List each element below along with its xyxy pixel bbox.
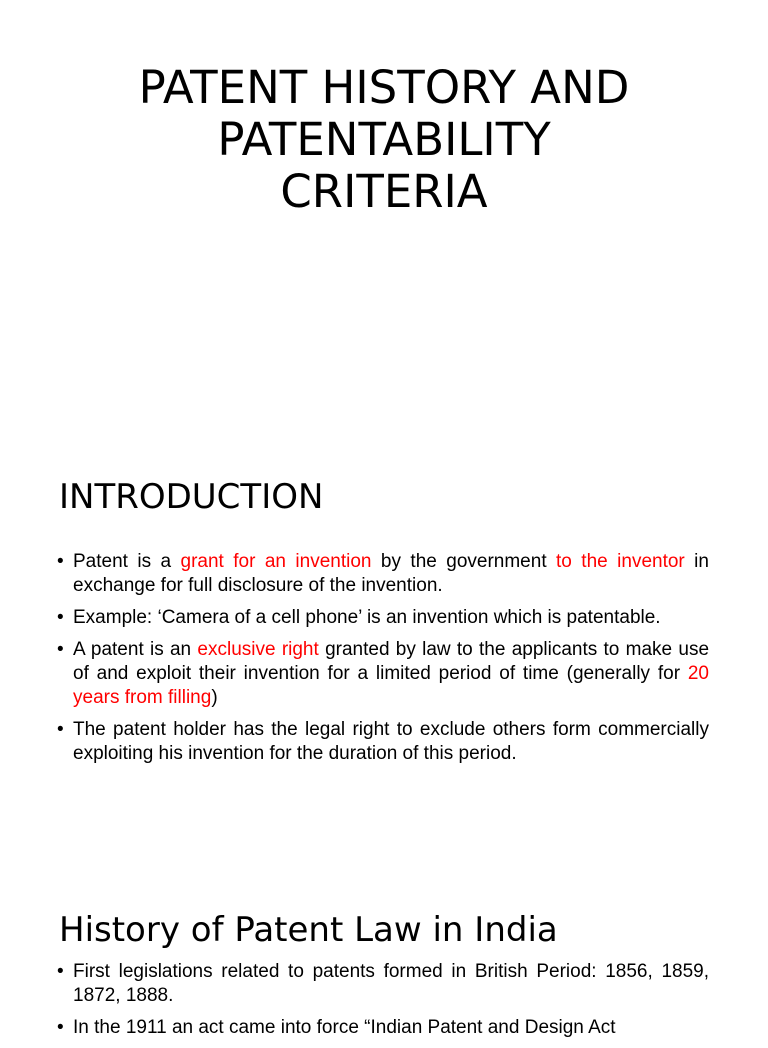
intro-bullet-1-highlight-b: to the inventor [556,551,685,572]
title-line-3: CRITERIA [280,165,488,218]
bullet-dot: • [57,961,64,982]
history-bullet-2-text: In the 1911 an act came into force “Indian Patent and Design Act [73,1017,616,1038]
history-heading: History of Patent Law in India [59,910,558,950]
bullet-dot: • [57,607,64,628]
intro-bullet-1-text-a: Patent is a [73,551,181,572]
intro-bullet-3 [57,638,709,710]
intro-bullet-3-highlight-a: exclusive right [197,639,319,660]
intro-bullet-3-highlight-b: 20 years from filling [73,663,709,708]
intro-bullet-4-text: The patent holder has the legal right to exclude others form commercially exploiting his invention for the duration of this period. [73,719,709,764]
intro-bullet-4 [57,718,709,766]
intro-bullet-3-text-a: A patent is an [73,639,198,660]
history-bullet-1 [57,960,709,1008]
intro-bullet-1-highlight-a: grant for an invention [180,551,372,572]
intro-bullet-2 [57,606,709,630]
slide-title [0,62,768,218]
intro-bullet-1 [57,550,709,598]
bullet-dot: • [57,1017,64,1038]
history-bullet-2 [57,1016,709,1040]
intro-bullet-1-text-b: by the government [371,551,557,572]
bullet-dot: • [57,719,64,740]
introduction-bullet-list [57,550,709,774]
intro-bullet-3-text-c: ) [211,687,218,708]
history-bullet-1-text: First legislations related to patents formed in British Period: 1856, 1859, 1872, 1888. [73,961,709,1006]
intro-bullet-3-text-b: granted by law to the applicants to make use of and exploit their invention for a limited period of time (generally for [73,639,710,684]
introduction-heading: INTRODUCTION [59,477,324,517]
title-line-2: PATENTABILITY [217,113,551,166]
intro-bullet-2-text: Example: ‘Camera of a cell phone’ is an invention which is patentable. [73,607,661,628]
title-line-1: PATENT HISTORY AND [138,61,630,114]
history-bullet-list [57,960,709,1048]
intro-bullet-1-text-c: in exchange for full disclosure of the invention. [73,551,709,596]
bullet-dot: • [57,639,64,660]
bullet-dot: • [57,551,64,572]
